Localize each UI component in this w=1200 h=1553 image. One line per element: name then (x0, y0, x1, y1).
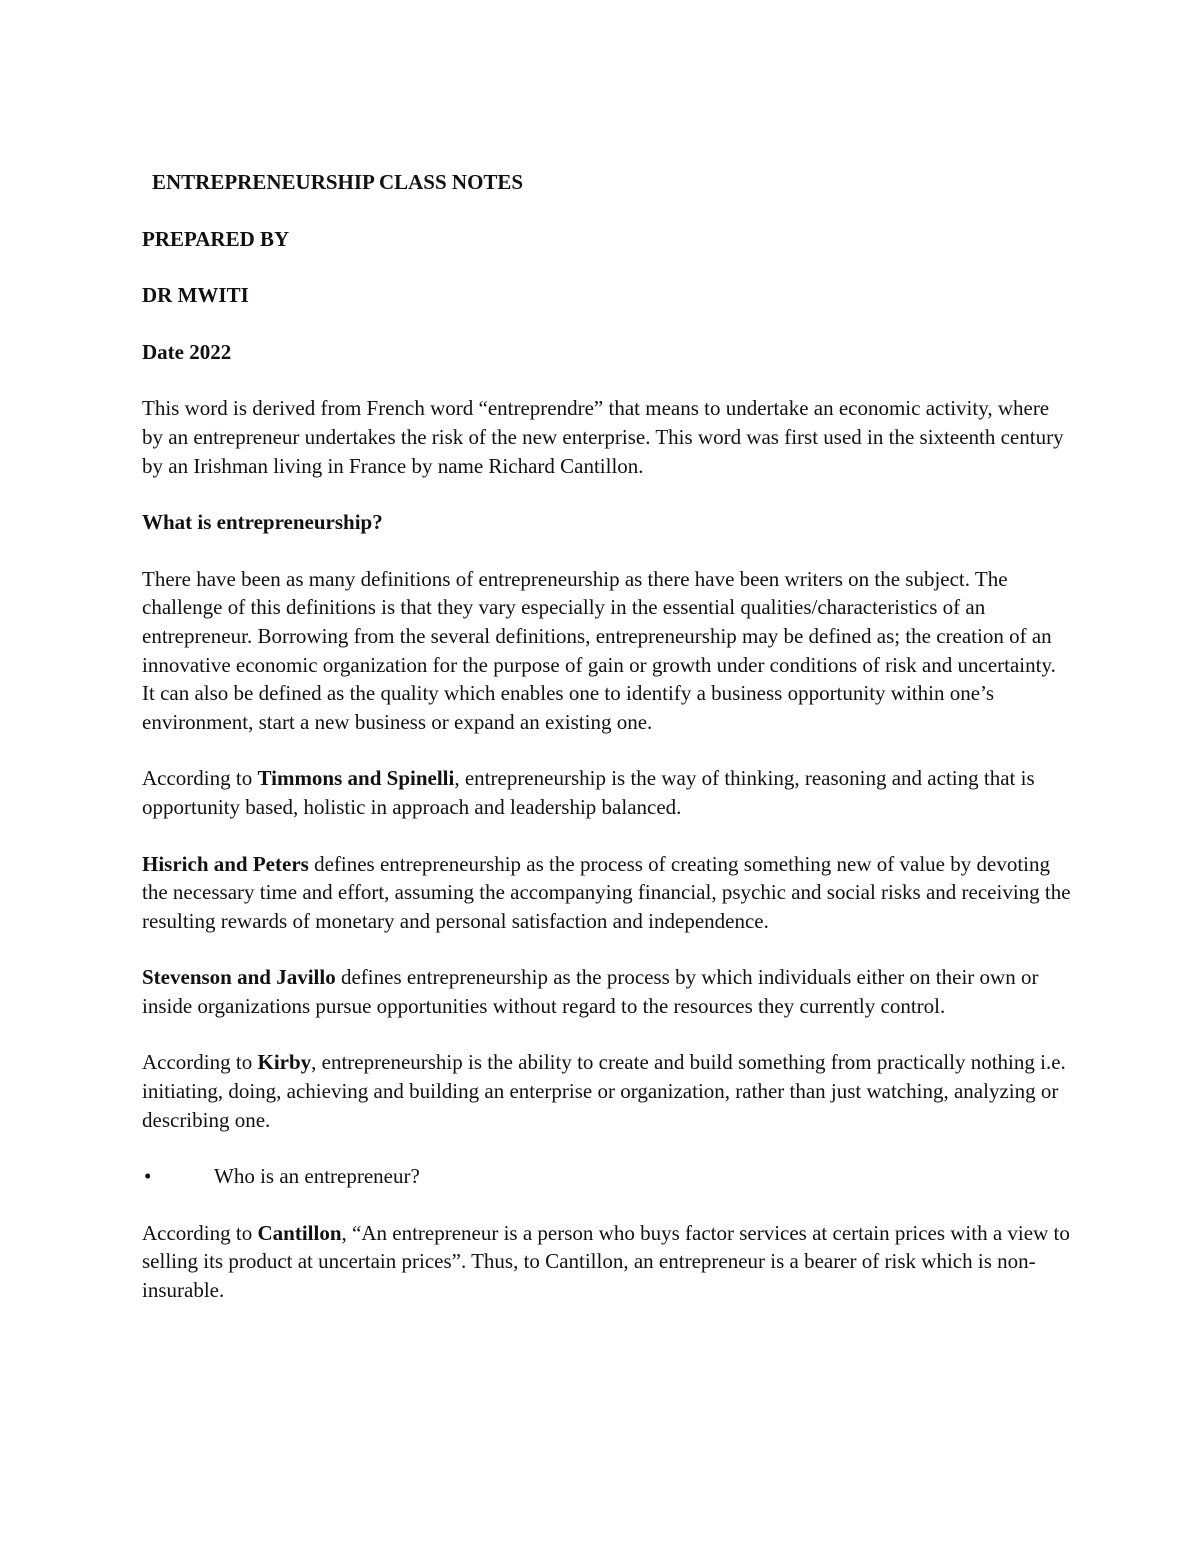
cantillon-prefix: According to (142, 1220, 258, 1245)
kirby-prefix: According to (142, 1050, 258, 1075)
cantillon-paragraph (142, 1219, 1072, 1305)
bullet-icon: • (144, 1164, 152, 1189)
prepared-by-label: PREPARED BY (142, 226, 290, 251)
hisrich-peters-name: Hisrich and Peters (142, 851, 309, 876)
definitions-paragraph: There have been as many definitions of entrepreneurship as there have been writers on the subject. The challenge of this definitions is that they vary especially in the essential qualities/characteristics of an entrepreneur. Borrowing from the several definitions, entrepreneurship may be defined as; the creation of an innovative economic organization for the purpose of gain or growth under conditions of risk and uncertainty. It can also be defined as the quality which enables one to identify a business opportunity within one’s environment, start a new business or expand an existing one. (142, 566, 1056, 734)
hisrich-peters-paragraph (142, 850, 1072, 936)
document-date: Date 2022 (142, 339, 232, 364)
hisrich-text: defines entrepreneurship as the process of creating something new of value by devoting the necessary time and effort, assuming the accompanying financial, psychic and social risks and receiving the resulting rewards of monetary and personal satisfaction and independence. (142, 851, 1071, 933)
timmons-prefix: According to (142, 766, 258, 791)
intro-paragraph: This word is derived from French word “entreprendre” that means to undertake an economic activity, where by an entrepreneur undertakes the risk of the new enterprise. This word was first used in the sixteenth century by an Irishman living in France by name Richard Cantillon. (142, 396, 1064, 478)
document-title: ENTREPRENEURSHIP CLASS NOTES (152, 170, 524, 194)
kirby-text: , entrepreneurship is the ability to create and build something from practically nothing i.e. initiating, doing, achieving and building an enterprise or organization, rather than just watching, analyzing or describing one. (142, 1050, 1066, 1132)
section-heading-what-is-entrepreneurship: What is entrepreneurship? (142, 510, 383, 535)
timmons-spinelli-paragraph (142, 764, 1072, 821)
author-name: DR MWITI (142, 283, 249, 308)
timmons-text: , entrepreneurship is the way of thinking, reasoning and acting that is opportunity based, holistic in approach and leadership balanced. (142, 766, 1035, 819)
cantillon-text: , “An entrepreneur is a person who buys factor services at certain prices with a view to selling its product at uncertain prices”. Thus, to Cantillon, an entrepreneur is a bearer of risk which is non-insurable. (142, 1220, 1070, 1303)
document-body (142, 168, 1072, 1333)
timmons-spinelli-name: Timmons and Spinelli (257, 766, 455, 791)
cantillon-name: Cantillon (257, 1220, 342, 1245)
kirby-name: Kirby (257, 1050, 312, 1075)
stevenson-javillo-paragraph (142, 963, 1072, 1020)
bullet-text: Who is an entrepreneur? (214, 1164, 420, 1189)
bullet-item-who-is-entrepreneur (142, 1162, 1072, 1191)
stevenson-text: defines entrepreneurship as the process by which individuals either on their own or inside organizations pursue opportunities without regard to the resources they currently control. (142, 965, 1039, 1018)
kirby-paragraph (142, 1048, 1072, 1134)
stevenson-javillo-name: Stevenson and Javillo (142, 965, 336, 990)
